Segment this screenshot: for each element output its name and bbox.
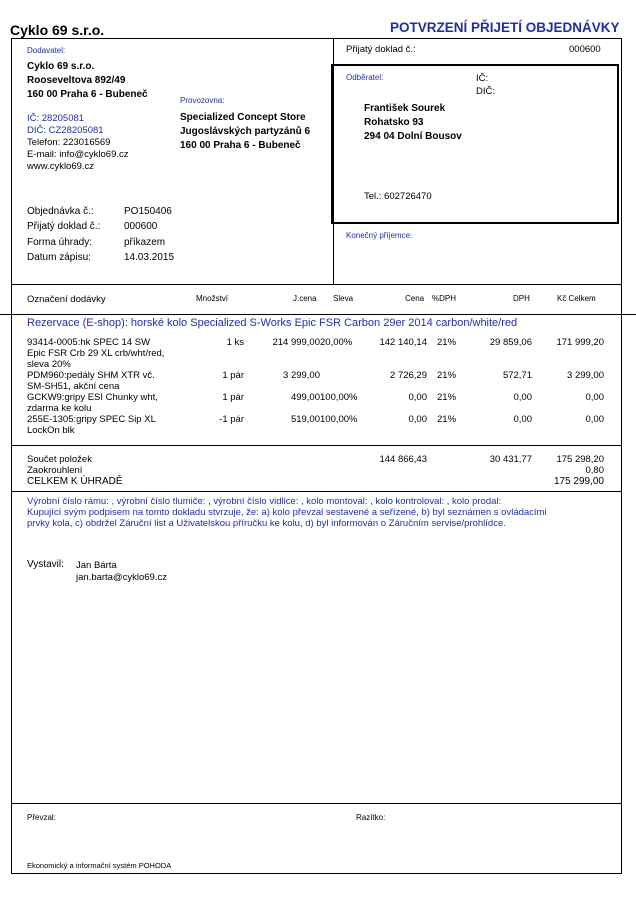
row3-qty: 1 pár	[222, 392, 244, 403]
col-header-discount: Sleva	[333, 294, 354, 303]
row4-vat-pct: 21%	[437, 414, 457, 425]
sum-label: Součet položek	[27, 454, 92, 465]
row4-price: 0,00	[408, 414, 427, 425]
row3-desc2: zdarma ke kolu	[27, 403, 92, 414]
table-row	[27, 337, 164, 370]
col-header-price: Cena	[405, 294, 425, 303]
row2-total: 3 299,00	[567, 370, 604, 381]
col-header-unit-price: J.cena	[293, 294, 317, 303]
row4-qty: -1 pár	[219, 414, 244, 425]
payment-method-label: Forma úhrady:	[27, 237, 93, 248]
row3-vat-pct: 21%	[437, 392, 457, 403]
issuer-label: Vystavil:	[27, 559, 64, 570]
customer-phone: Tel.: 602726470	[364, 191, 432, 202]
row4-discount: 100,00%	[320, 414, 358, 425]
supplier-name: Cyklo 69 s.r.o.	[27, 61, 95, 72]
entry-date-value: 14.03.2015	[124, 252, 175, 263]
row1-unit-price: 214 999,00	[272, 337, 320, 348]
supplier-dic: DIČ: CZ28205081	[27, 125, 104, 136]
row1-price: 142 140,14	[379, 337, 427, 348]
row3-desc1: GCKW9:gripy ESI Chunky wht,	[27, 392, 158, 403]
col-header-qty: Množství	[196, 294, 229, 303]
final-recipient-label: Konečný příjemce:	[346, 231, 413, 240]
branch-label: Provozovna:	[180, 96, 225, 105]
system-footer: Ekonomický a informační systém POHODA	[27, 861, 172, 870]
totals-top-line	[11, 445, 622, 446]
issuer-email: jan.barta@cyklo69.cz	[76, 572, 167, 583]
customer-label: Odběratel:	[346, 73, 384, 82]
document-title: POTVRZENÍ PŘIJETÍ OBJEDNÁVKY	[390, 20, 620, 35]
customer-dic-label: DIČ:	[476, 86, 495, 97]
sum-vat: 30 431,77	[489, 454, 532, 465]
branch-street: Jugoslávských partyzánů 6	[180, 126, 311, 137]
table-row	[27, 370, 155, 392]
row1-desc2: Epic FSR Crb 29 XL crb/wht/red,	[27, 348, 165, 359]
company-name-header: Cyklo 69 s.r.o.	[10, 22, 105, 38]
section-title: Rezervace (E-shop): horské kolo Specialized S-Works Epic FSR Carbon 29er 2014 carbon/white/red	[27, 317, 518, 329]
row4-total: 0,00	[585, 414, 604, 425]
frame-right	[621, 38, 622, 873]
sum-price: 144 866,43	[379, 454, 427, 465]
row2-vat-pct: 21%	[437, 370, 457, 381]
stamp-label: Razítko:	[356, 813, 386, 822]
received-doc-value: 000600	[124, 221, 158, 232]
payment-method-value: příkazem	[124, 237, 166, 248]
row1-desc3: sleva 20%	[27, 359, 71, 370]
row4-unit-price: 519,00	[290, 414, 320, 425]
row2-unit-price: 3 299,00	[283, 370, 320, 381]
row1-vat-pct: 21%	[437, 337, 457, 348]
supplier-web: www.cyklo69.cz	[27, 161, 95, 172]
issuer-name: Jan Bárta	[76, 560, 117, 571]
rounding-value: 0,80	[585, 465, 604, 476]
grand-total-value: 175 299,00	[553, 476, 604, 487]
grand-total-label: CELKEM K ÚHRADĚ	[27, 476, 123, 487]
customer-ic-label: IČ:	[476, 73, 489, 84]
table-top-line	[11, 284, 622, 285]
row4-vat: 0,00	[513, 414, 532, 425]
rounding-label: Zaokrouhlení	[27, 465, 83, 476]
frame-top	[11, 38, 622, 39]
row1-vat: 29 859,06	[489, 337, 532, 348]
right-received-doc-label: Přijatý doklad č.:	[346, 44, 416, 55]
col-header-item: Označení dodávky	[27, 294, 106, 305]
notes-line-1: Výrobní číslo rámu: , výrobní číslo tlumiče: , výrobní číslo vidlice: , kolo montoval: , kolo kontroloval: , kolo prodal:	[27, 496, 502, 507]
table-row	[27, 392, 158, 414]
row2-desc1: PDM960:pedály SHM XTR vč.	[27, 370, 155, 381]
branch-city: 160 00 Praha 6 - Bubeneč	[180, 140, 301, 151]
supplier-street: Rooseveltova 892/49	[27, 75, 126, 86]
col-header-vat-pct: %DPH	[432, 294, 457, 303]
frame-left	[11, 38, 12, 873]
received-by-label: Převzal:	[27, 813, 56, 822]
right-received-doc-value: 000600	[569, 44, 601, 55]
notes-line-2: Kupující svým podpisem na tomto dokladu stvrzuje, že: a) kolo převzal sestavené a seřízené, b) byl seznámen s ovládacími	[27, 507, 547, 518]
row3-price: 0,00	[408, 392, 427, 403]
row2-price: 2 726,29	[390, 370, 427, 381]
footer-line	[11, 803, 622, 804]
row3-vat: 0,00	[513, 392, 532, 403]
branch-name: Specialized Concept Store	[180, 112, 306, 123]
row2-vat: 572,71	[502, 370, 532, 381]
row4-desc2: LockOn blk	[27, 425, 75, 436]
customer-city: 294 04 Dolní Bousov	[364, 131, 462, 142]
customer-street: Rohatsko 93	[364, 117, 424, 128]
row3-discount: 100,00%	[320, 392, 358, 403]
supplier-ic: IČ: 28205081	[27, 113, 85, 124]
received-doc-label: Přijatý doklad č.:	[27, 221, 101, 232]
row4-desc1: 255E-1305:gripy SPEC Sip XL	[27, 414, 156, 425]
supplier-phone: Telefon: 223016569	[27, 137, 111, 148]
supplier-label: Dodavatel:	[27, 46, 66, 55]
col-header-vat: DPH	[513, 294, 530, 303]
sum-total: 175 298,20	[556, 454, 604, 465]
entry-date-label: Datum zápisu:	[27, 252, 91, 263]
row1-desc1: 93414-0005:hk SPEC 14 SW	[27, 337, 151, 348]
row2-qty: 1 pár	[222, 370, 244, 381]
supplier-city: 160 00 Praha 6 - Bubeneč	[27, 89, 148, 100]
row3-total: 0,00	[585, 392, 604, 403]
col-header-total: Kč Celkem	[557, 294, 596, 303]
supplier-email: E-mail: info@cyklo69.cz	[27, 149, 129, 160]
row1-discount: 20,00%	[320, 337, 353, 348]
row1-total: 171 999,20	[556, 337, 604, 348]
row2-desc2: SM-SH51, akční cena	[27, 381, 120, 392]
table-header-line	[0, 314, 636, 315]
customer-name: František Sourek	[364, 103, 446, 114]
notes-line-3: prvky kola, c) obdržel Záruční list a Uživatelskou příručku ke kolu, d) byl informován o Záručním servise/prohlídce.	[27, 518, 506, 529]
order-number-value: PO150406	[124, 206, 172, 217]
row1-qty: 1 ks	[226, 337, 244, 348]
table-row	[27, 414, 156, 436]
frame-bottom	[11, 873, 622, 874]
order-number-label: Objednávka č.:	[27, 206, 94, 217]
row3-unit-price: 499,00	[290, 392, 320, 403]
totals-bottom-line	[11, 491, 622, 492]
